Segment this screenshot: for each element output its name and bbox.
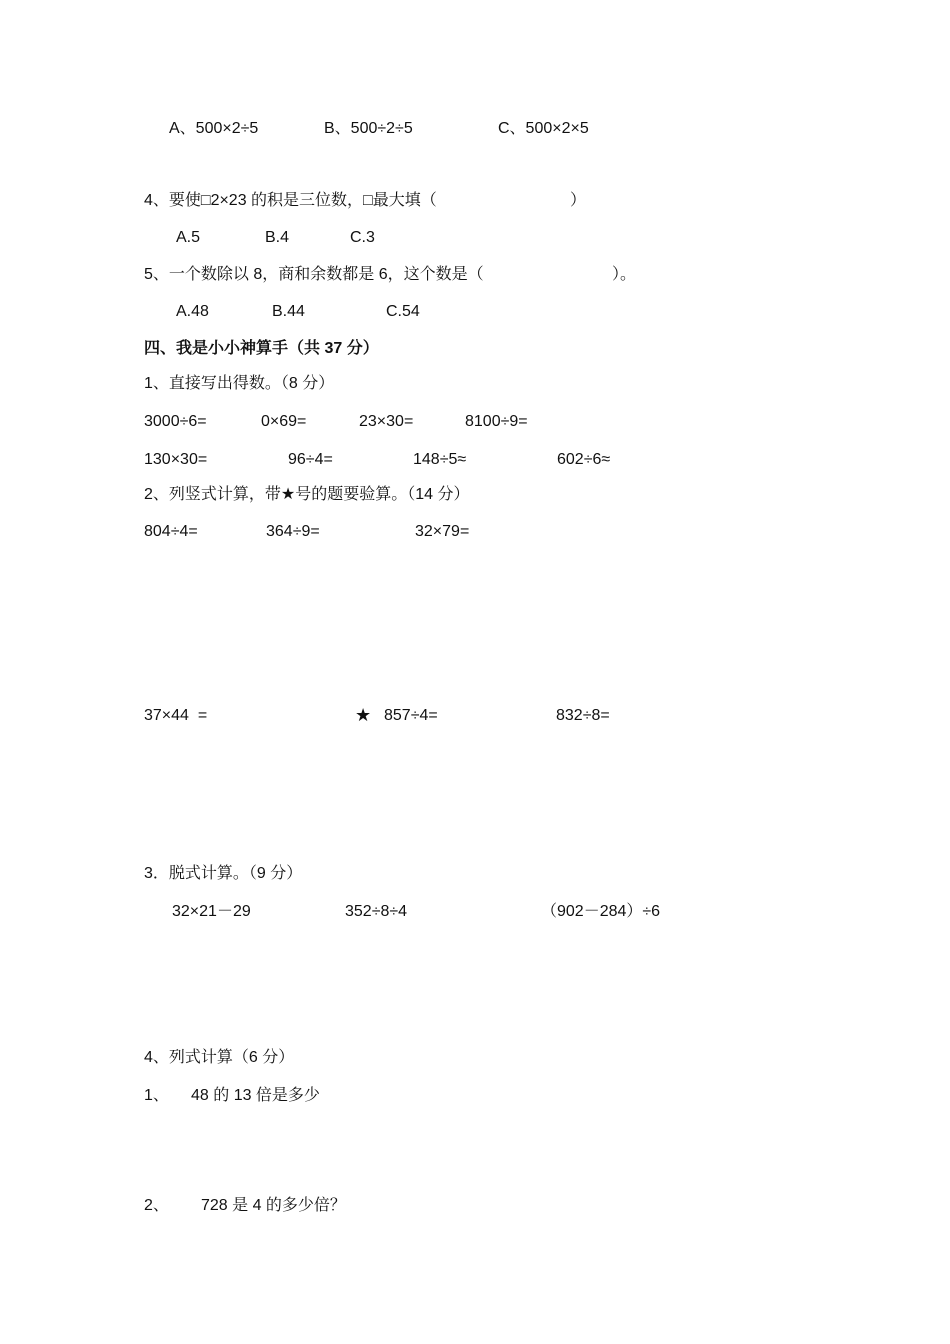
q5-text: 5、一个数除以 8，商和余数都是 6，这个数是（	[144, 266, 484, 283]
part-2-item: 832÷8=	[556, 707, 610, 724]
part-3-item: 32×21－29	[172, 903, 251, 920]
part-4-item-text: 728 是 4 的多少倍？	[201, 1197, 346, 1214]
q3-option-a: A、500×2÷5	[169, 120, 259, 137]
part-4-item-number: 1、	[144, 1087, 169, 1104]
part-1-item: 148÷5≈	[413, 451, 467, 468]
part-2-item: 804÷4=	[144, 523, 198, 540]
q5-option-b: B.44	[272, 303, 305, 320]
part-1-item: 3000÷6=	[144, 413, 207, 430]
part-1-title: 1、直接写出得数。（8 分）	[144, 375, 335, 392]
part-3-item: 352÷8÷4	[345, 903, 408, 920]
q3-option-b: B、500÷2÷5	[324, 120, 413, 137]
section-4-title: 四、我是小小神算手（共 37 分）	[144, 340, 379, 357]
part-4-item-text: 48 的 13 倍是多少	[191, 1087, 320, 1104]
q3-option-c: C、500×2×5	[498, 120, 589, 137]
part-2-title: 2、列竖式计算，带★号的题要验算。（14 分）	[144, 486, 470, 503]
q4-option-c: C.3	[350, 229, 375, 246]
q4-close: ）	[570, 192, 587, 209]
part-4-title: 4、列式计算（6 分）	[144, 1049, 295, 1066]
part-1-item: 602÷6≈	[557, 451, 611, 468]
part-2-item: 857÷4=	[384, 707, 438, 724]
part-1-item: 96÷4=	[288, 451, 333, 468]
part-3-title: 3．脱式计算。（9 分）	[144, 865, 303, 882]
part-1-item: 8100÷9=	[465, 413, 528, 430]
part-1-item: 130×30=	[144, 451, 208, 468]
q5-close: ）。	[612, 266, 637, 283]
q5-option-a: A.48	[176, 303, 209, 320]
part-2-item: 32×79=	[415, 523, 470, 540]
q4-option-b: B.4	[265, 229, 290, 246]
q4-option-a: A.5	[176, 229, 201, 246]
part-1-item: 23×30=	[359, 413, 414, 430]
part-2-item: 364÷9=	[266, 523, 320, 540]
part-4-item-number: 2、	[144, 1197, 169, 1214]
part-1-item: 0×69=	[261, 413, 307, 430]
star-icon: ★	[355, 705, 372, 725]
part-3-item: （902－284）÷6	[541, 903, 661, 920]
part-2-item: 37×44 =	[144, 707, 208, 724]
q5-option-c: C.54	[386, 303, 420, 320]
q4-text: 4、要使□2×23 的积是三位数，□最大填（	[144, 192, 437, 209]
